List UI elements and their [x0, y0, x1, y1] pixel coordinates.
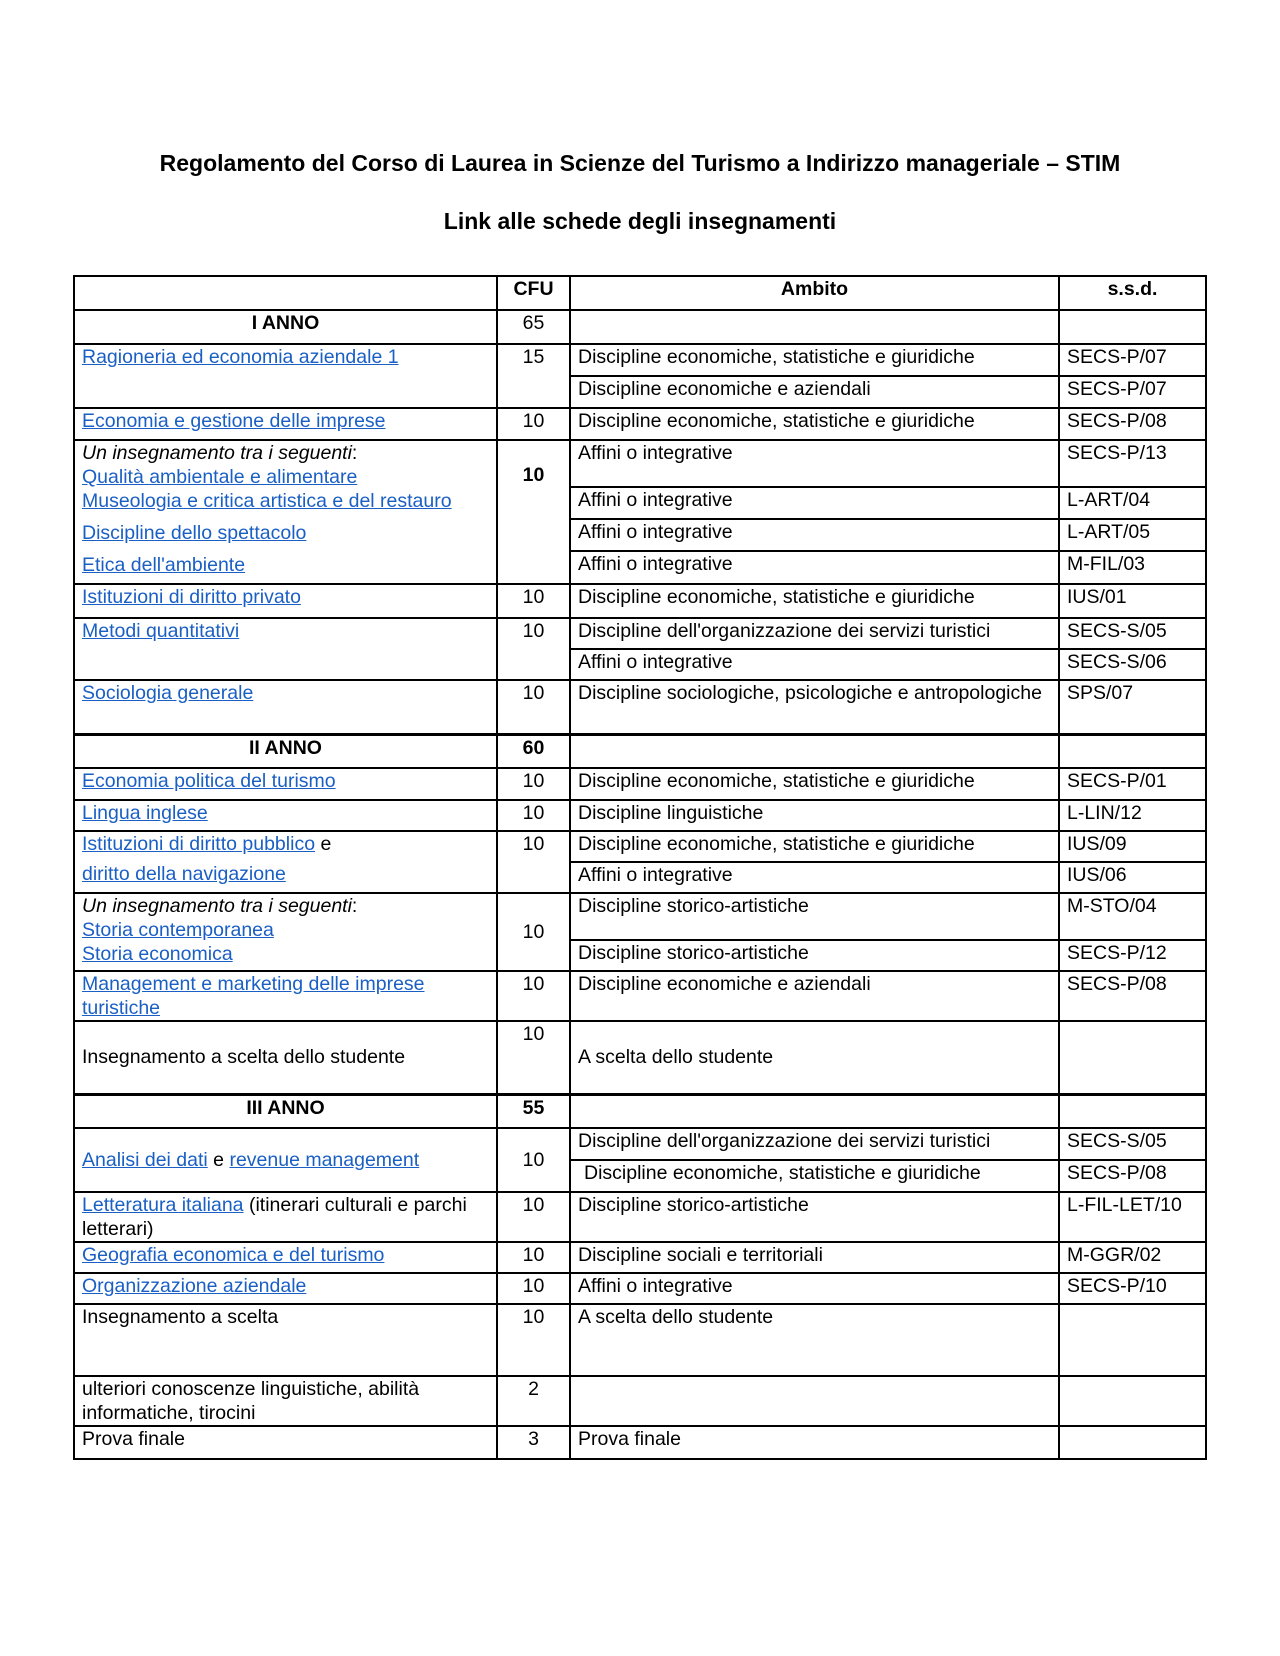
ambito-cell: A scelta dello studente — [570, 1021, 1059, 1094]
table-row — [74, 1242, 1206, 1273]
document-subtitle: Link alle schede degli insegnamenti — [443, 208, 837, 234]
empty-cell — [570, 1094, 1059, 1128]
empty-cell — [1059, 1426, 1206, 1459]
table-row — [74, 971, 1206, 1021]
cfu-cell: 2 — [497, 1376, 570, 1426]
empty-cell — [1059, 1021, 1206, 1094]
ambito-cell: Affini o integrative — [570, 519, 1059, 551]
table-row — [74, 408, 1206, 440]
year-label: I ANNO — [74, 310, 497, 344]
year-label: III ANNO — [74, 1094, 497, 1128]
empty-cell — [1059, 1094, 1206, 1128]
ssd-cell: L-ART/04 — [1059, 487, 1206, 519]
course-link-storia-contemporanea[interactable]: Storia contemporanea — [82, 919, 274, 941]
ambito-cell: Discipline economiche, statistiche e giuridiche — [570, 831, 1059, 862]
ambito-cell: Discipline economiche e aziendali — [570, 376, 1059, 408]
ambito-cell: Discipline linguistiche — [570, 800, 1059, 831]
cfu-cell: 10 — [497, 893, 570, 971]
course-link-ragioneria[interactable]: Ragioneria ed economia aziendale 1 — [82, 346, 399, 368]
ssd-cell: L-ART/05 — [1059, 519, 1206, 551]
course-link-analisi-dati[interactable]: Analisi dei dati — [82, 1149, 208, 1171]
ambito-cell: Discipline economiche, statistiche e giuridiche — [570, 768, 1059, 800]
course-link-economia-politica[interactable]: Economia politica del turismo — [82, 770, 336, 792]
ssd-cell: SECS-P/08 — [1059, 971, 1206, 1021]
ssd-cell: M-FIL/03 — [1059, 551, 1206, 584]
ambito-cell: Discipline economiche, statistiche e giuridiche — [570, 344, 1059, 376]
empty-cell — [1059, 310, 1206, 344]
course-link-diritto-privato[interactable]: Istituzioni di diritto privato — [82, 586, 301, 608]
colon: : — [351, 895, 358, 917]
cfu-cell: 10 — [497, 1192, 570, 1242]
cfu-cell: 10 — [497, 1273, 570, 1304]
course-cell — [74, 1192, 497, 1242]
course-link-spettacolo[interactable]: Discipline dello spettacolo — [82, 522, 307, 544]
table-row — [74, 1304, 1206, 1376]
elective-group-cell — [74, 440, 497, 584]
cfu-cell: 10 — [497, 680, 570, 734]
year-label: II ANNO — [74, 734, 497, 768]
year-row-3 — [74, 1094, 1206, 1128]
elective-group-cell — [74, 893, 497, 971]
ssd-cell: SECS-P/08 — [1059, 408, 1206, 440]
table-row — [74, 831, 1206, 862]
course-cell: ulteriori conoscenze linguistiche, abilità informatiche, tirocini — [74, 1376, 497, 1426]
colon: : — [351, 442, 358, 464]
year-row-2 — [74, 734, 1206, 768]
ssd-cell: SECS-P/01 — [1059, 768, 1206, 800]
cfu-cell: 10 — [497, 831, 570, 893]
course-cell: Insegnamento a scelta dello studente — [74, 1021, 497, 1094]
cfu-cell: 10 — [497, 768, 570, 800]
empty-cell — [570, 734, 1059, 768]
ambito-cell: Discipline storico-artistiche — [570, 940, 1059, 971]
table-row — [74, 1192, 1206, 1242]
ambito-cell: Affini o integrative — [570, 487, 1059, 519]
cfu-cell: 10 — [497, 971, 570, 1021]
course-link-diritto-navigazione[interactable]: diritto della navigazione — [82, 863, 286, 885]
ambito-cell: Discipline storico-artistiche — [570, 893, 1059, 940]
course-link-qualita[interactable]: Qualità ambientale e alimentare — [82, 466, 358, 488]
header-ambito: Ambito — [570, 276, 1059, 310]
table-row — [74, 768, 1206, 800]
course-link-letteratura-italiana[interactable]: Letteratura italiana — [82, 1194, 244, 1216]
table-row — [74, 584, 1206, 618]
elective-intro: Un insegnamento tra i seguenti — [82, 442, 352, 464]
course-link-museologia[interactable]: Museologia e critica artistica e del restauro — [82, 490, 452, 512]
course-cell: Prova finale — [74, 1426, 497, 1459]
ambito-cell: Discipline economiche e aziendali — [570, 971, 1059, 1021]
cfu-cell: 10 — [497, 1128, 570, 1192]
course-link-sociologia[interactable]: Sociologia generale — [82, 682, 254, 704]
ssd-cell: IUS/01 — [1059, 584, 1206, 618]
course-note: (itinerari culturali e parchi letterari) — [82, 1194, 467, 1240]
ssd-cell: SECS-P/08 — [1059, 1160, 1206, 1192]
empty-cell — [1059, 1376, 1206, 1426]
ambito-cell: Affini o integrative — [570, 862, 1059, 893]
header-ssd: s.s.d. — [1059, 276, 1206, 310]
ssd-cell: SECS-P/10 — [1059, 1273, 1206, 1304]
ssd-cell: IUS/06 — [1059, 862, 1206, 893]
cfu-cell: 10 — [497, 618, 570, 680]
ambito-cell: Affini o integrative — [570, 1273, 1059, 1304]
course-link-diritto-pubblico[interactable]: Istituzioni di diritto pubblico — [82, 833, 316, 855]
ambito-cell: Discipline dell'organizzazione dei servizi turistici — [570, 618, 1059, 649]
table-row — [74, 1426, 1206, 1459]
document-title: Regolamento del Corso di Laurea in Scienze del Turismo a Indirizzo manageriale – STIM — [159, 150, 1121, 176]
table-row — [74, 862, 1206, 893]
ssd-cell: SECS-P/07 — [1059, 376, 1206, 408]
ambito-cell: Discipline dell'organizzazione dei servizi turistici — [570, 1128, 1059, 1160]
empty-cell — [1059, 734, 1206, 768]
course-link-revenue-management[interactable]: revenue management — [229, 1149, 420, 1171]
cfu-cell: 10 — [497, 1242, 570, 1273]
table-header-row — [74, 276, 1206, 310]
conjunction: e — [213, 1149, 225, 1171]
ambito-cell: Discipline economiche, statistiche e giuridiche — [570, 1160, 1059, 1192]
year-cfu: 55 — [497, 1094, 570, 1128]
ambito-cell: Affini o integrative — [570, 649, 1059, 680]
course-cell — [74, 1128, 497, 1192]
ssd-cell: M-GGR/02 — [1059, 1242, 1206, 1273]
ssd-cell: IUS/09 — [1059, 831, 1206, 862]
course-cell: Insegnamento a scelta — [74, 1304, 497, 1376]
ambito-cell: Discipline economiche, statistiche e giuridiche — [570, 584, 1059, 618]
conjunction: e — [320, 833, 332, 855]
table-row — [74, 1376, 1206, 1426]
ssd-cell: SECS-P/07 — [1059, 344, 1206, 376]
table-row — [74, 440, 1206, 487]
ssd-cell: L-LIN/12 — [1059, 800, 1206, 831]
table-row — [74, 800, 1206, 831]
ambito-cell: A scelta dello studente — [570, 1304, 1059, 1376]
course-link-economia-gestione[interactable]: Economia e gestione delle imprese — [82, 410, 386, 432]
ambito-cell: Discipline sociologiche, psicologiche e antropologiche — [570, 680, 1059, 734]
ssd-cell: SECS-P/12 — [1059, 940, 1206, 971]
ssd-cell: SPS/07 — [1059, 680, 1206, 734]
cfu-cell: 10 — [497, 1021, 570, 1094]
year-row-1 — [74, 310, 1206, 344]
ssd-cell: SECS-P/13 — [1059, 440, 1206, 487]
course-link-lingua-inglese[interactable]: Lingua inglese — [82, 802, 208, 824]
ssd-cell: SECS-S/06 — [1059, 649, 1206, 680]
course-link-organizzazione-aziendale[interactable]: Organizzazione aziendale — [82, 1275, 307, 1297]
elective-intro: Un insegnamento tra i seguenti — [82, 895, 352, 917]
empty-cell — [570, 310, 1059, 344]
ssd-cell: SECS-S/05 — [1059, 618, 1206, 649]
empty-cell — [1059, 1304, 1206, 1376]
year-cfu: 60 — [497, 734, 570, 768]
cfu-cell: 10 — [497, 408, 570, 440]
table-row — [74, 680, 1206, 734]
ssd-cell: SECS-S/05 — [1059, 1128, 1206, 1160]
course-link-management-marketing[interactable]: Management e marketing delle imprese turistiche — [82, 973, 425, 1019]
course-link-metodi-quantitativi[interactable]: Metodi quantitativi — [82, 620, 240, 642]
empty-cell — [570, 1376, 1059, 1426]
ambito-cell: Affini o integrative — [570, 551, 1059, 584]
curriculum-table — [73, 275, 1207, 1460]
table-row — [74, 893, 1206, 940]
ambito-cell: Affini o integrative — [570, 440, 1059, 487]
ambito-cell: Prova finale — [570, 1426, 1059, 1459]
cfu-cell: 3 — [497, 1426, 570, 1459]
table-row — [74, 618, 1206, 649]
cfu-cell: 10 — [497, 584, 570, 618]
year-cfu: 65 — [497, 310, 570, 344]
table-row — [74, 344, 1206, 376]
table-row — [74, 1021, 1206, 1094]
ssd-cell: L-FIL-LET/10 — [1059, 1192, 1206, 1242]
course-link-geografia[interactable]: Geografia economica e del turismo — [82, 1244, 385, 1266]
course-link-storia-economica[interactable]: Storia economica — [82, 943, 233, 965]
ssd-cell: M-STO/04 — [1059, 893, 1206, 940]
cfu-cell: 10 — [497, 1304, 570, 1376]
cfu-cell: 15 — [497, 344, 570, 408]
ambito-cell: Discipline storico-artistiche — [570, 1192, 1059, 1242]
header-course — [74, 276, 497, 310]
ambito-cell: Discipline economiche, statistiche e giuridiche — [570, 408, 1059, 440]
ambito-cell: Discipline sociali e territoriali — [570, 1242, 1059, 1273]
cfu-cell: 10 — [497, 800, 570, 831]
cfu-cell: 10 — [497, 440, 570, 584]
course-link-etica[interactable]: Etica dell'ambiente — [82, 554, 246, 576]
table-row — [74, 1128, 1206, 1160]
table-row — [74, 1273, 1206, 1304]
header-cfu: CFU — [497, 276, 570, 310]
